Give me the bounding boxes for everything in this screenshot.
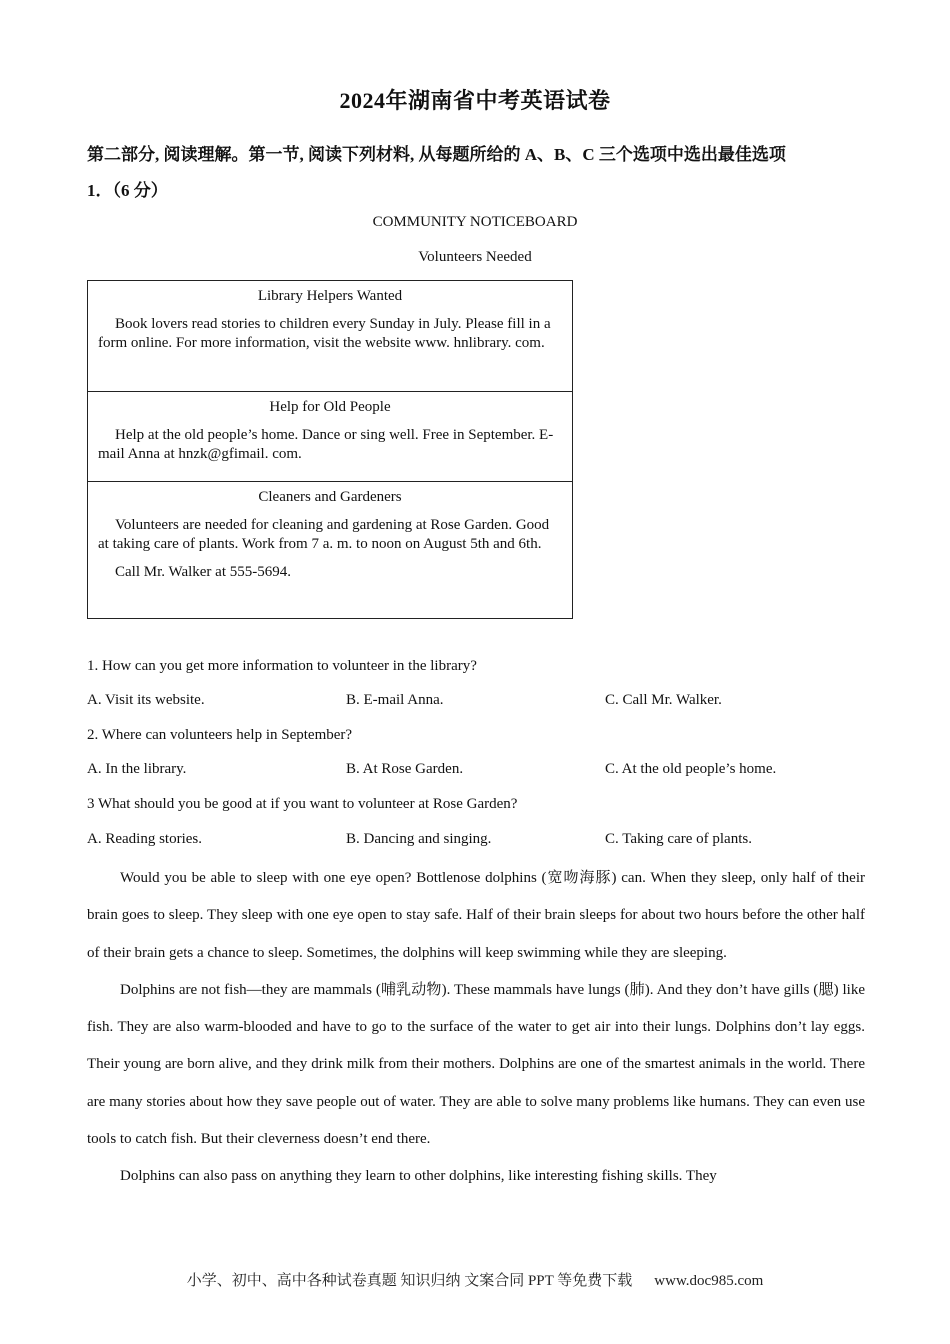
footer-text: 小学、初中、高中各种试卷真题 知识归纳 文案合同 PPT 等免费下载: [186, 1273, 633, 1289]
question-group-number: 1．（6 分）: [87, 181, 168, 200]
reading-passage: [87, 860, 865, 1196]
exam-title: 2024年湖南省中考英语试卷: [339, 88, 611, 113]
question-1-stem: 1. How can you get more information to volunteer in the library?: [87, 658, 477, 674]
notice-text: Book lovers read stories to children every Sunday in July. Please fill in a form online. For more information, visit the website www. hnlibrary. com.: [98, 316, 551, 351]
question-2-stem: 2. Where can volunteers help in September?: [87, 727, 353, 743]
notice-text: Call Mr. Walker at 555-5694.: [115, 564, 291, 580]
question-3-stem: 3 What should you be good at if you want to volunteer at Rose Garden?: [87, 796, 518, 812]
notice-cleaners-gardeners: [88, 481, 572, 618]
passage-paragraph: Would you be able to sleep with one eye open? Bottlenose dolphins (宽吻海豚) can. When they sleep, only half of their brain goes to sleep. They sleep with one eye open to stay safe. Half of their brain sleeps for about two hours before the other half of their brain gets a chance to sleep. Sometimes, the dolphins will keep swimming while they are sleeping.: [87, 870, 865, 961]
footer-website[interactable]: www.doc985.com: [654, 1273, 764, 1289]
option-a: A. Visit its website.: [87, 692, 205, 708]
passage-paragraph: Dolphins can also pass on anything they learn to other dolphins, like interesting fishing skills. They: [120, 1168, 717, 1185]
option-a: A. Reading stories.: [87, 831, 202, 847]
notice-library-helpers: [88, 281, 572, 391]
question-1-options: [87, 692, 867, 712]
option-c: C. Call Mr. Walker.: [605, 692, 722, 708]
noticeboard-title: COMMUNITY NOTICEBOARD: [372, 214, 578, 230]
notice-text: Help at the old people’s home. Dance or sing well. Free in September. E-mail Anna at hnzk@gfimail. com.: [98, 427, 554, 462]
section-heading: 第二部分, 阅读理解。第一节, 阅读下列材料, 从每题所给的 A、B、C 三个选项中选出最佳选项: [87, 145, 786, 164]
option-b: B. Dancing and singing.: [346, 831, 492, 847]
noticeboard-subtitle: Volunteers Needed: [418, 249, 532, 265]
noticeboard-table: [87, 280, 573, 619]
option-c: C. Taking care of plants.: [605, 831, 752, 847]
question-3-options: [87, 831, 867, 851]
option-a: A. In the library.: [87, 761, 187, 777]
passage-paragraph: Dolphins are not fish—they are mammals (哺乳动物). These mammals have lungs (肺). And they don’t have gills (腮) like fish. They are also warm-blooded and have to go to the surface of the water to get air into their lungs. Dolphins don’t lay eggs. Their young are born alive, and they drink milk from their mothers. Dolphins are one of the smartest animals in the world. There are many stories about how they save people out of water. They are able to solve many problems like humans. They can even use tools to catch fish. But their cleverness doesn’t end there.: [87, 981, 865, 1148]
notice-help-old-people: [88, 391, 572, 481]
notice-heading: Library Helpers Wanted: [257, 288, 403, 304]
option-b: B. At Rose Garden.: [346, 761, 464, 777]
question-2-options: [87, 761, 867, 781]
page-footer: [0, 1269, 950, 1290]
notice-heading: Cleaners and Gardeners: [258, 489, 402, 505]
option-b: B. E-mail Anna.: [346, 692, 444, 708]
notice-heading: Help for Old People: [269, 399, 391, 415]
option-c: C. At the old people’s home.: [605, 761, 777, 777]
notice-text: Volunteers are needed for cleaning and gardening at Rose Garden. Good at taking care of plants. Work from 7 a. m. to noon on August 5th and 6th.: [98, 517, 550, 552]
